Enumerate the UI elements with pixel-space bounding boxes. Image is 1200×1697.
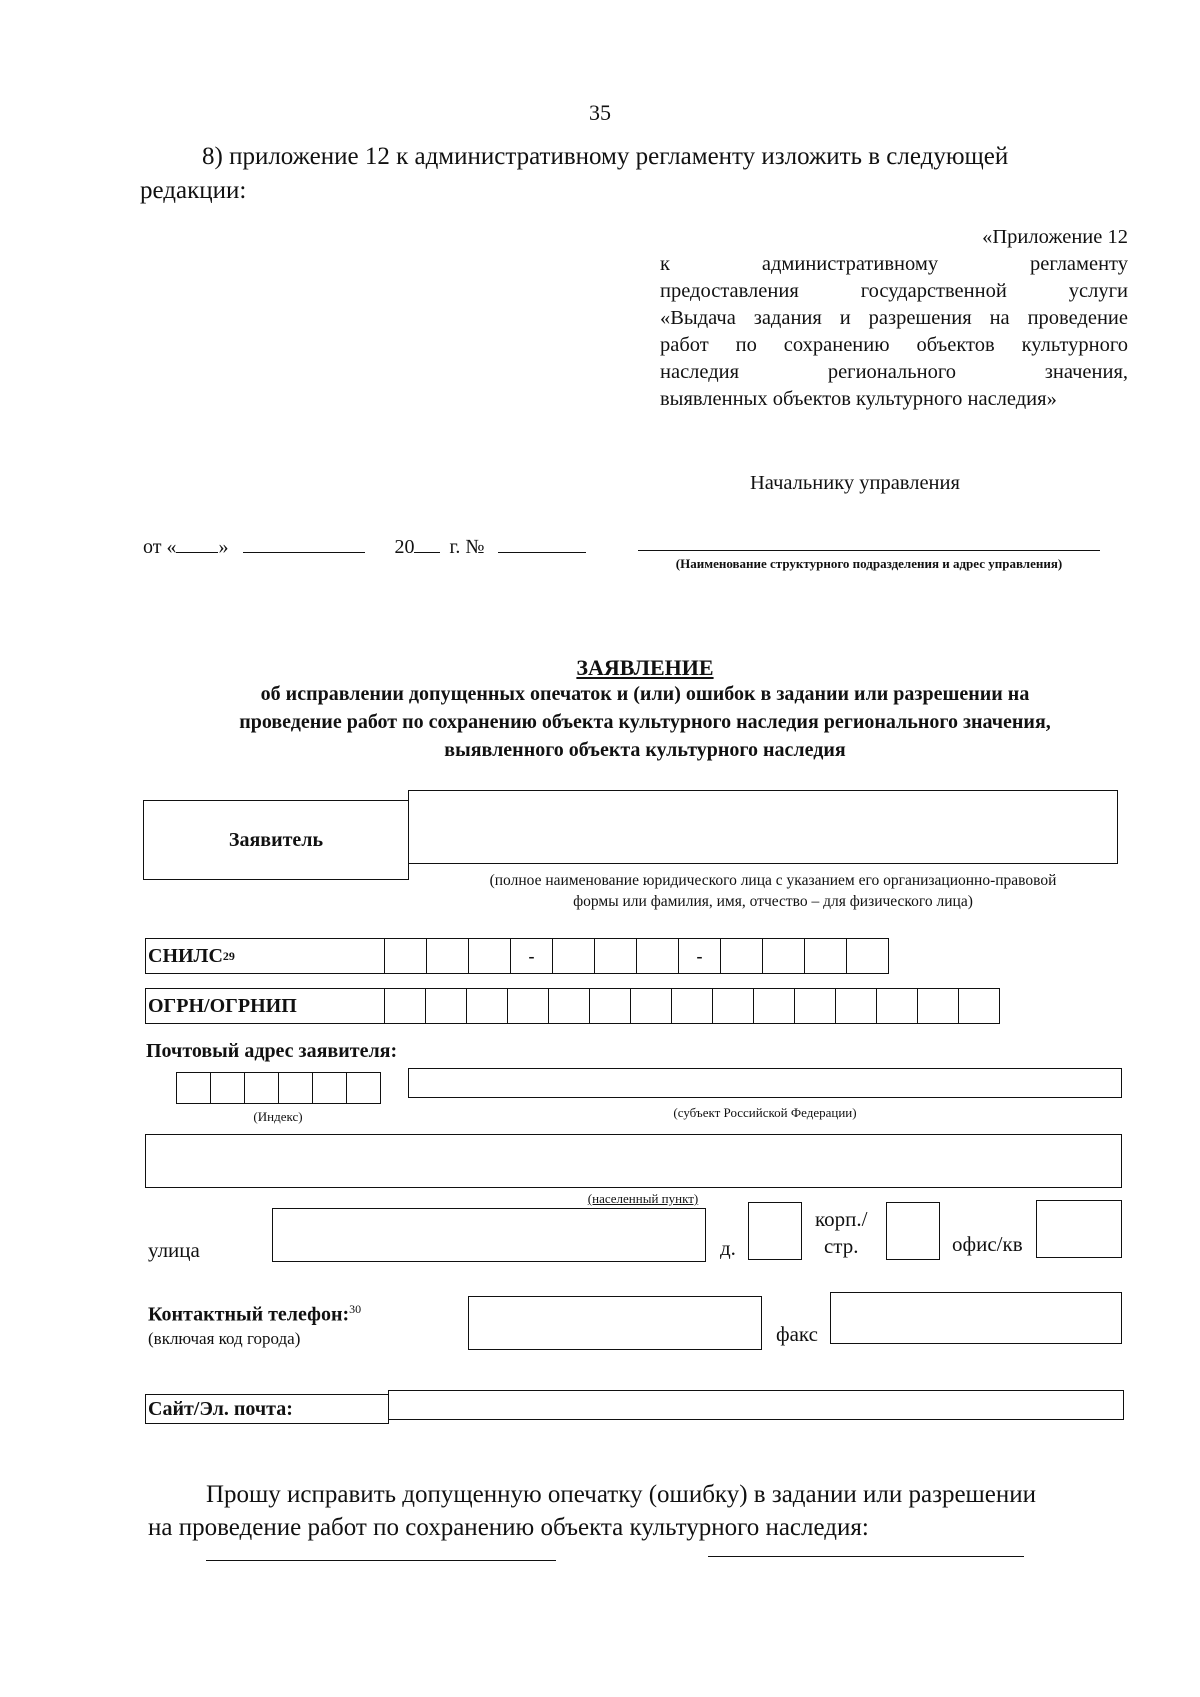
- year-number-label: г. №: [449, 536, 485, 558]
- office-label: офис/кв: [952, 1232, 1023, 1256]
- ogrn-digit[interactable]: [508, 988, 549, 1024]
- date-from-label: от «: [143, 536, 177, 558]
- appendix-line-1: «Приложение 12: [982, 226, 1128, 248]
- appendix-line-6: наследия регионального значения,: [660, 361, 1128, 383]
- ogrn-label-cell: [145, 988, 385, 1024]
- index-digit[interactable]: [313, 1072, 347, 1104]
- request-line-2: на проведение работ по сохранению объекта культурного наследия:: [148, 1514, 869, 1541]
- signature-blank-right[interactable]: [708, 1556, 1024, 1557]
- ogrn-row: [145, 988, 1000, 1024]
- phone-footnote: 30: [349, 1302, 362, 1316]
- intro-line-2: редакции:: [140, 177, 247, 204]
- locality-field[interactable]: [145, 1134, 1122, 1188]
- snils-separator: -: [511, 938, 553, 974]
- index-digit[interactable]: [211, 1072, 245, 1104]
- ogrn-digit[interactable]: [754, 988, 795, 1024]
- addressee: Начальнику управления: [750, 472, 960, 494]
- intro-paragraph: [140, 140, 1100, 208]
- ogrn-digit[interactable]: [426, 988, 467, 1024]
- subtitle-line-3: выявленного объекта культурного наследия: [444, 739, 846, 761]
- snils-label-cell: [145, 938, 385, 974]
- region-field[interactable]: [408, 1068, 1122, 1098]
- appendix-line-7: выявленных объектов культурного наследия»: [660, 388, 1057, 410]
- ogrn-digit[interactable]: [672, 988, 713, 1024]
- region-caption: (субъект Российской Федерации): [673, 1105, 857, 1120]
- index-cells: [176, 1072, 381, 1104]
- snils-digit[interactable]: [637, 938, 679, 974]
- index-digit[interactable]: [279, 1072, 313, 1104]
- month-field[interactable]: [243, 534, 365, 553]
- site-label: Сайт/Эл. почта:: [148, 1397, 293, 1420]
- date-close-quote: »: [218, 536, 229, 558]
- snils-digit[interactable]: [469, 938, 511, 974]
- index-digit[interactable]: [347, 1072, 381, 1104]
- applicant-caption-line-2: формы или фамилия, имя, отчество – для физического лица): [573, 893, 973, 910]
- ogrn-digit[interactable]: [713, 988, 754, 1024]
- snils-footnote: 29: [222, 948, 235, 963]
- building-label-line-1: корп./: [815, 1207, 868, 1231]
- appendix-line-4: «Выдача задания и разрешения на проведение: [660, 307, 1128, 329]
- snils-row: [145, 938, 889, 974]
- building-field[interactable]: [886, 1202, 940, 1260]
- subtitle-line-1: об исправлении допущенных опечаток и (или) ошибок в задании или разрешении на: [260, 683, 1030, 705]
- snils-digit[interactable]: [553, 938, 595, 974]
- ogrn-digit[interactable]: [918, 988, 959, 1024]
- document-title: ЗАЯВЛЕНИЕ: [576, 655, 714, 680]
- ogrn-digit[interactable]: [385, 988, 426, 1024]
- ogrn-digit[interactable]: [836, 988, 877, 1024]
- request-line-1: Прошу исправить допущенную опечатку (ошибку) в задании или разрешении: [206, 1481, 1037, 1508]
- department-caption: (Наименование структурного подразделения и адрес управления): [675, 556, 1063, 571]
- ogrn-digit[interactable]: [631, 988, 672, 1024]
- snils-digit[interactable]: [763, 938, 805, 974]
- site-email-field[interactable]: [388, 1390, 1124, 1420]
- phone-label: Контактный телефон:: [148, 1303, 350, 1326]
- department-field[interactable]: [638, 550, 1100, 551]
- fax-label: факс: [776, 1322, 818, 1346]
- snils-digit[interactable]: [385, 938, 427, 974]
- applicant-caption-line-1: (полное наименование юридического лица с указанием его организационно-правовой: [489, 872, 1057, 889]
- snils-cells: [385, 938, 889, 974]
- number-field[interactable]: [498, 534, 586, 553]
- applicant-label-cell: [143, 800, 409, 880]
- ogrn-digit[interactable]: [959, 988, 1000, 1024]
- building-label-line-2: стр.: [823, 1234, 859, 1258]
- request-paragraph: [148, 1478, 1128, 1544]
- ogrn-digit[interactable]: [877, 988, 918, 1024]
- ogrn-cells: [385, 988, 1000, 1024]
- ogrn-label: ОГРН/ОГРНИП: [148, 994, 297, 1017]
- snils-digit[interactable]: [721, 938, 763, 974]
- phone-label-line: [148, 1302, 361, 1327]
- snils-digit[interactable]: [595, 938, 637, 974]
- year-prefix: 20: [394, 536, 415, 558]
- appendix-line-2: к административному регламенту: [660, 253, 1128, 275]
- ogrn-digit[interactable]: [467, 988, 508, 1024]
- snils-separator: -: [679, 938, 721, 974]
- phone-label-block: [148, 1302, 361, 1349]
- day-field[interactable]: [176, 534, 218, 553]
- applicant-field[interactable]: [408, 790, 1118, 864]
- snils-digit[interactable]: [847, 938, 889, 974]
- date-number-line: [143, 534, 586, 559]
- signature-blank-left[interactable]: [206, 1560, 556, 1561]
- street-label: улица: [148, 1238, 200, 1262]
- applicant-label: Заявитель: [228, 828, 324, 851]
- appendix-line-3: предоставления государственной услуги: [660, 280, 1128, 302]
- ogrn-digit[interactable]: [590, 988, 631, 1024]
- site-label-cell: [145, 1394, 389, 1424]
- ogrn-digit[interactable]: [549, 988, 590, 1024]
- phone-note: (включая код города): [148, 1328, 301, 1348]
- fax-field[interactable]: [830, 1292, 1122, 1344]
- house-label: д.: [720, 1236, 736, 1260]
- snils-digit[interactable]: [427, 938, 469, 974]
- index-digit[interactable]: [177, 1072, 211, 1104]
- building-label: [815, 1206, 867, 1260]
- document-subtitle: [150, 680, 1140, 764]
- house-field[interactable]: [748, 1202, 802, 1260]
- index-caption: (Индекс): [253, 1109, 303, 1124]
- appendix-line-5: работ по сохранению объектов культурного: [660, 334, 1128, 356]
- page-number: 35: [589, 100, 611, 125]
- phone-field[interactable]: [468, 1296, 762, 1350]
- subtitle-line-2: проведение работ по сохранению объекта культурного наследия регионального значения,: [239, 711, 1051, 733]
- year-field[interactable]: [414, 534, 440, 553]
- appendix-reference: [660, 224, 1128, 413]
- ogrn-digit[interactable]: [795, 988, 836, 1024]
- applicant-caption: [408, 870, 1138, 912]
- intro-line-1: 8) приложение 12 к административному регламенту изложить в следующей: [202, 143, 1009, 170]
- locality-caption: (населенный пункт): [587, 1191, 699, 1206]
- postal-address-label: Почтовый адрес заявителя:: [146, 1040, 398, 1062]
- index-digit[interactable]: [245, 1072, 279, 1104]
- snils-digit[interactable]: [805, 938, 847, 974]
- office-field[interactable]: [1036, 1200, 1122, 1258]
- street-field[interactable]: [272, 1208, 706, 1262]
- snils-label: СНИЛС: [148, 944, 223, 967]
